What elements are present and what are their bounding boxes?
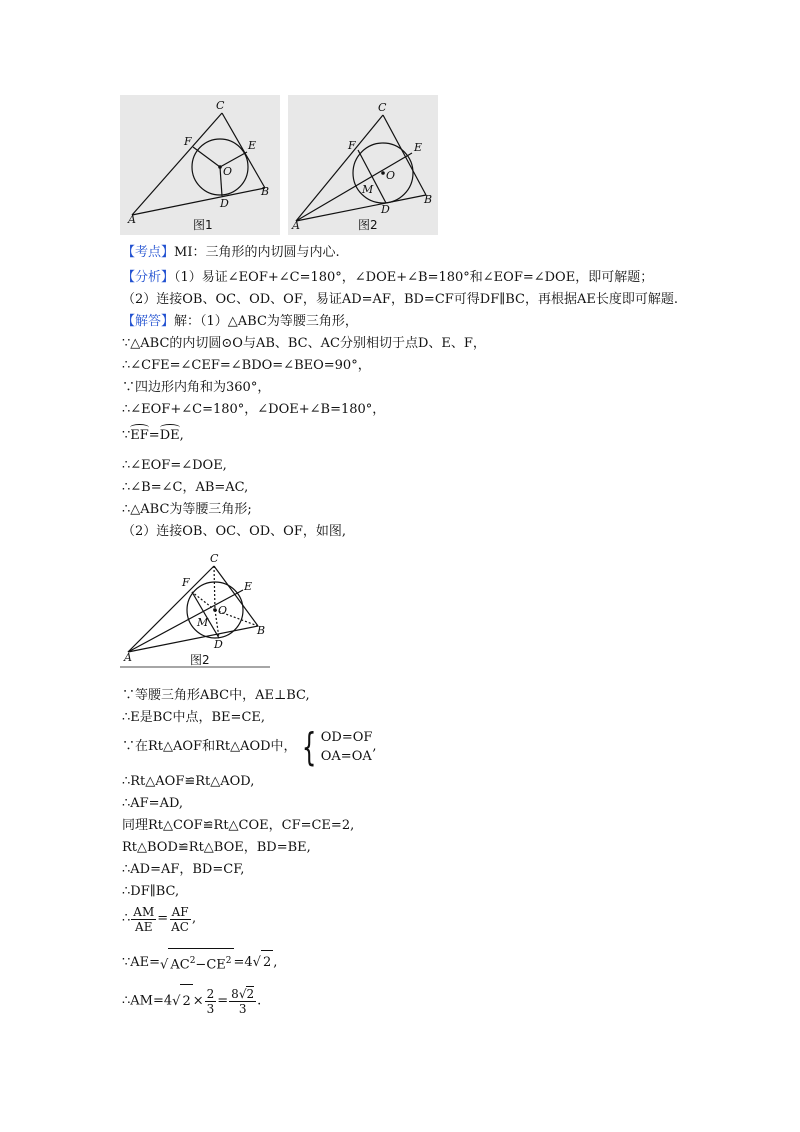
- tag-fenxi: 【分析】: [122, 270, 175, 285]
- solution-line: ∴DF∥BC,: [122, 884, 180, 899]
- solution-line: ∴AD=AF，BD=CF,: [122, 862, 245, 877]
- fraction-AM-AE: $\frac{AM}{AE}$: [133, 904, 155, 934]
- arc-equality-line: ∵EF=DE,: [122, 424, 184, 444]
- solution-line: ∴∠B=∠C，AB=AC,: [122, 480, 249, 495]
- label-A: A: [128, 213, 136, 226]
- system-line: ∵在Rt△AOF和Rt△AOD中， { OD=OF OA=OA ,: [122, 725, 377, 769]
- figure-3: [120, 548, 270, 670]
- sqrt-2: √ 2: [172, 984, 193, 1019]
- label-A: A: [292, 219, 300, 232]
- jieda-line: 【解答】解：（1）△ABC为等腰三角形，: [122, 314, 358, 329]
- figure-2: [288, 95, 438, 235]
- label-D: D: [214, 638, 223, 651]
- arc-EF: EF: [130, 424, 149, 444]
- fenxi-line: 【分析】（1）易证∠EOF+∠C=180°，∠DOE+∠B=180°和∠EOF=∠DOE，即可解题；: [122, 270, 654, 285]
- label-D: D: [220, 197, 229, 210]
- sqrt-2: √ 2: [253, 950, 274, 975]
- label-M: M: [362, 183, 374, 196]
- solution-line: ∴∠EOF=∠DOE,: [122, 458, 227, 473]
- label-A: A: [124, 651, 132, 664]
- sqrt-expression: √ $AC^2-CE^2$: [160, 948, 233, 977]
- solution-line: ∴∠CFE=∠CEF=∠BDO=∠BEO=90°，: [122, 358, 371, 373]
- ae-line: ∵AE=√ $AC^2-CE^2 =4√$ 2 ,: [122, 948, 277, 977]
- analysis-line-2: （2）连接OB、OC、OD、OF，易证AD=AF，BD=CF可得DF∥BC，再根据AE长度即可解题.: [122, 292, 678, 307]
- label-C: C: [378, 101, 387, 114]
- solution-line: ∴∠EOF+∠C=180°，∠DOE+∠B=180°，: [122, 402, 386, 417]
- solution-line: （2）连接OB、OC、OD、OF，如图,: [122, 524, 346, 539]
- solution-line: ∵等腰三角形ABC中，AE⊥BC,: [122, 688, 310, 703]
- side-CB: [214, 566, 258, 626]
- ratio-line: ∴ $\frac{AM}{AE}$ = $\frac{AF}{AC}$ ,: [122, 904, 197, 934]
- kaodian-line: 【考点】MI：三角形的内切圆与内心.: [122, 245, 340, 260]
- fraction-AF-AC: $\frac{AF}{AC}$: [171, 904, 189, 934]
- fraction-2-3: $\frac{2}{3}$: [206, 987, 215, 1016]
- label-O: O: [386, 169, 396, 182]
- solution-line: ∴△ABC为等腰三角形;: [122, 502, 252, 517]
- label-F: F: [348, 139, 356, 152]
- label-B: B: [261, 185, 270, 198]
- label-E: E: [244, 580, 253, 593]
- solution-line: ∴AF=AD,: [122, 796, 184, 811]
- equation-system: { OD=OF OA=OA: [301, 725, 373, 769]
- side-AC: [128, 566, 214, 652]
- label-F: F: [182, 576, 190, 589]
- tag-jieda: 【解答】: [122, 314, 175, 329]
- solution-line: ∵△ABC的内切圆⊙O与AB、BC、AC分别相切于点D、E、F，: [122, 336, 486, 351]
- caption: 图1: [193, 218, 213, 232]
- side-AB: [128, 626, 258, 652]
- label-F: F: [184, 135, 192, 148]
- label-O: O: [218, 604, 228, 617]
- fraction-8root2-3: $\frac{8√2}{3}$: [231, 987, 255, 1016]
- solution-line: ∴Rt△AOF≌Rt△AOD,: [122, 774, 255, 789]
- label-C: C: [210, 552, 219, 565]
- label-M: M: [197, 616, 209, 629]
- solution-line: Rt△BOD≌Rt△BOE，BD=BE,: [122, 840, 311, 855]
- solution-line: ∴E是BC中点，BE=CE,: [122, 710, 266, 725]
- label-O: O: [223, 165, 233, 178]
- label-D: D: [381, 203, 390, 216]
- arc-DE: DE: [160, 424, 180, 444]
- label-B: B: [424, 193, 433, 206]
- label-E: E: [414, 141, 423, 154]
- figure-1: [120, 95, 280, 235]
- solution-line: ∵四边形内角和为360°，: [122, 380, 271, 395]
- solution-line: 同理Rt△COF≌Rt△COE，CF=CE=2,: [122, 818, 355, 833]
- am-line: ∴AM=4√ 2 × $\frac{2}{3}$ = $\frac{8√2}{3}$ .: [122, 984, 261, 1019]
- caption: 图2: [358, 218, 378, 232]
- label-B: B: [257, 624, 266, 637]
- label-C: C: [216, 99, 225, 112]
- label-E: E: [248, 139, 257, 152]
- tag-kaodian: 【考点】: [122, 245, 175, 260]
- caption: 图2: [190, 653, 210, 667]
